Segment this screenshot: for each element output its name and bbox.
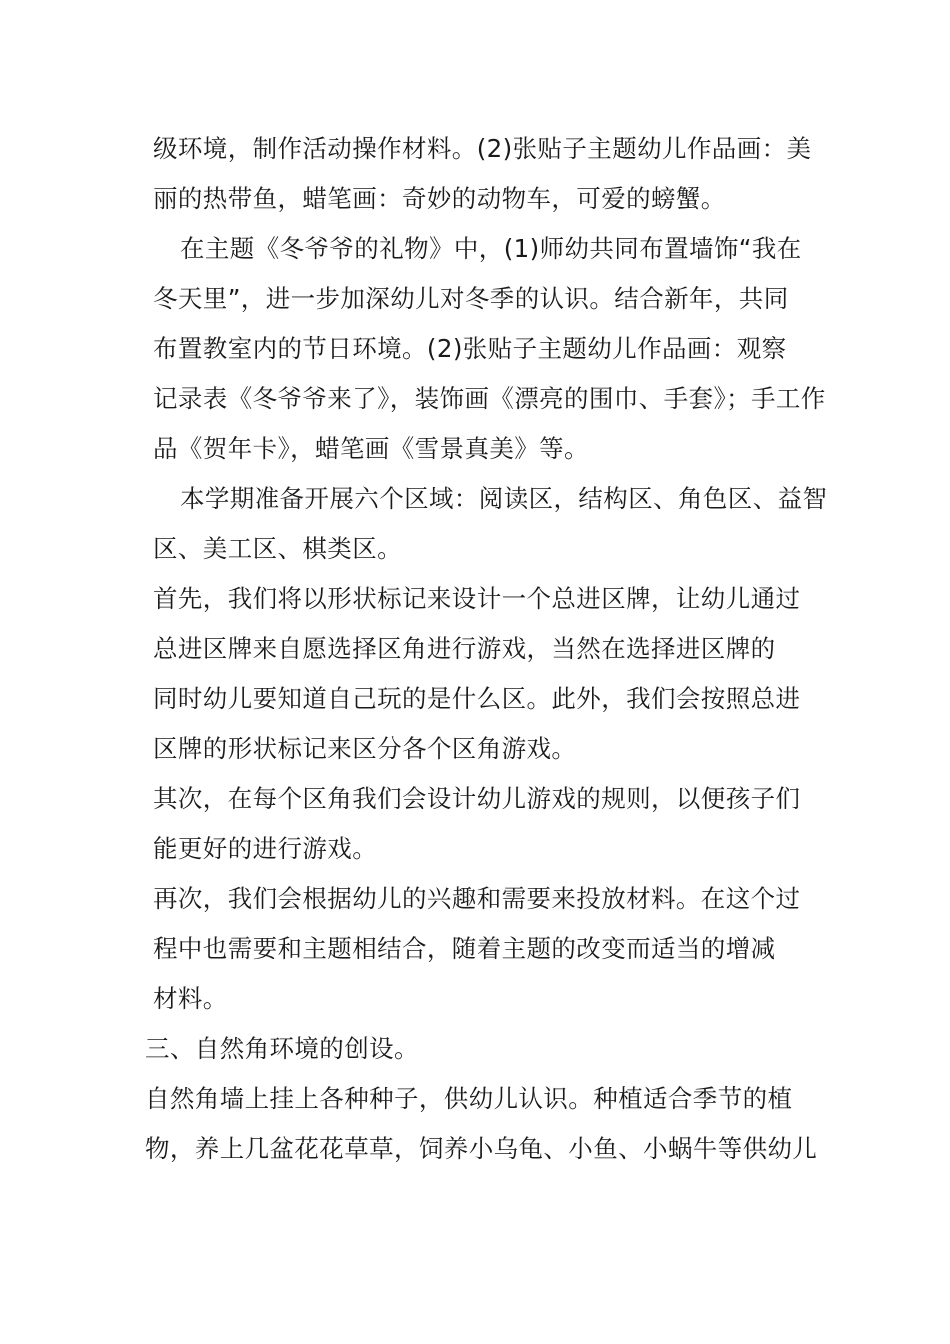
paragraph-line: 首先，我们将以形状标记来设计一个总进区牌，让幼儿通过: [153, 584, 801, 613]
paragraph-line: 级环境，制作活动操作材料。(2)张贴子主题幼儿作品画：美: [153, 134, 812, 163]
paragraph-line: 总进区牌来自愿选择区角进行游戏，当然在选择进区牌的: [153, 634, 776, 663]
paragraph-line: 在主题《冬爷爷的礼物》中，(1)师幼共同布置墙饰“我在: [180, 234, 802, 263]
paragraph-line: 丽的热带鱼，蜡笔画：奇妙的动物车，可爱的螃蟹。: [153, 184, 726, 213]
section-heading: 三、自然角环境的创设。: [145, 1034, 419, 1063]
paragraph-line: 物，养上几盆花花草草，饲养小乌龟、小鱼、小蜗牛等供幼儿: [145, 1134, 818, 1163]
paragraph-line: 本学期准备开展六个区域：阅读区，结构区、角色区、益智: [180, 484, 828, 513]
paragraph-line: 冬天里”，进一步加深幼儿对冬季的认识。结合新年，共同: [153, 284, 789, 313]
paragraph-line: 程中也需要和主题相结合，随着主题的改变而适当的增减: [153, 934, 776, 963]
paragraph-line: 品《贺年卡》，蜡笔画《雪景真美》等。: [153, 434, 589, 463]
paragraph-line: 同时幼儿要知道自己玩的是什么区。此外，我们会按照总进: [153, 684, 801, 713]
paragraph-line: 区、美工区、棋类区。: [153, 534, 402, 563]
paragraph-line: 记录表《冬爷爷来了》，装饰画《漂亮的围巾、手套》；手工作: [153, 384, 826, 413]
paragraph-line: 自然角墙上挂上各种种子，供幼儿认识。种植适合季节的植: [145, 1084, 793, 1113]
paragraph-line: 布置教室内的节日环境。(2)张贴子主题幼儿作品画：观察: [153, 334, 787, 363]
paragraph-line: 再次，我们会根据幼儿的兴趣和需要来投放材料。在这个过: [153, 884, 801, 913]
paragraph-line: 材料。: [153, 984, 228, 1013]
paragraph-line: 能更好的进行游戏。: [153, 834, 378, 863]
paragraph-line: 区牌的形状标记来区分各个区角游戏。: [153, 734, 577, 763]
paragraph-line: 其次，在每个区角我们会设计幼儿游戏的规则，以便孩子们: [153, 784, 801, 813]
